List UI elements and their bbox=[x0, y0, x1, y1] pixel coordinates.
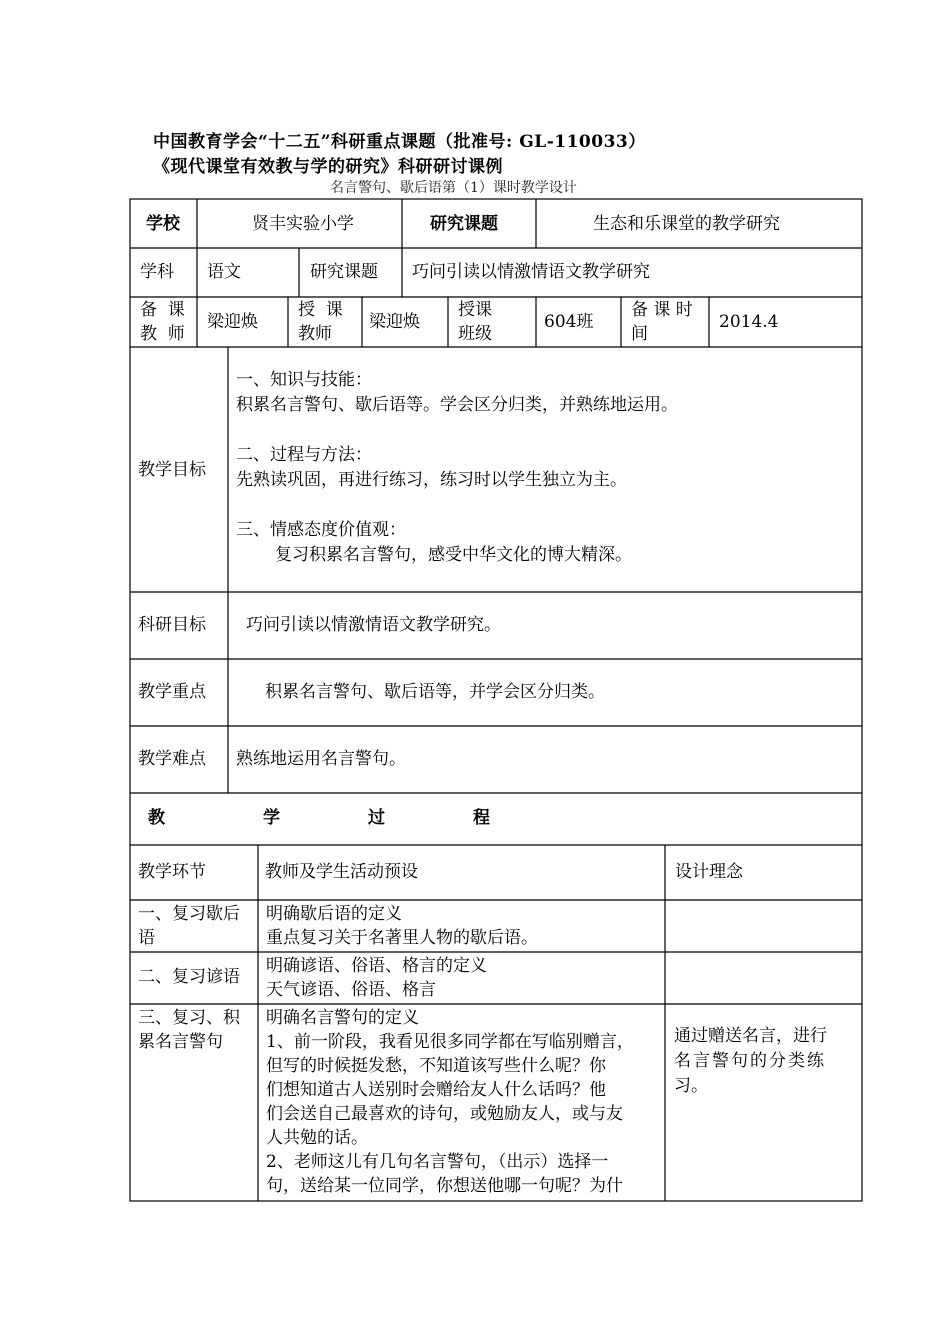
step-2-activity-line-1: 明确谚语、俗语、格言的定义 bbox=[266, 956, 487, 976]
step-column-header: 教学环节 bbox=[138, 862, 206, 882]
class-label-1: 授课 bbox=[458, 300, 492, 320]
step-3-activity-line-3: 但写的时候挺发愁，不知道该写些什么呢？你 bbox=[266, 1056, 606, 1076]
step-3-name-line-1: 三、复习、积 bbox=[138, 1008, 240, 1028]
school-value: 贤丰实验小学 bbox=[252, 214, 354, 234]
step-1-name-line-1: 一、复习歇后 bbox=[138, 904, 240, 924]
school-label: 学校 bbox=[146, 214, 180, 234]
process-title-char-4: 程 bbox=[473, 808, 490, 828]
step-1-activity-line-1: 明确歇后语的定义 bbox=[266, 904, 402, 924]
process-title-char-1: 教 bbox=[148, 808, 165, 828]
sub-topic-value: 巧问引读以情激情语文教学研究 bbox=[412, 262, 650, 282]
header-line-1: 中国教育学会“十二五”科研重点课题（批准号: GL-110033） bbox=[153, 132, 646, 152]
prep-time-label-2: 间 bbox=[631, 324, 648, 344]
step-3-idea-line-1: 通过赠送名言，进行 bbox=[674, 1026, 827, 1046]
prep-time-value: 2014.4 bbox=[719, 312, 779, 332]
process-title-char-3: 过 bbox=[368, 808, 385, 828]
step-3-name-line-2: 累名言警句 bbox=[138, 1032, 223, 1052]
step-3-activity-line-1: 明确名言警句的定义 bbox=[266, 1008, 419, 1028]
teach-teacher-value: 梁迎焕 bbox=[369, 312, 420, 332]
subject-value: 语文 bbox=[207, 262, 241, 282]
step-2-activity-line-2: 天气谚语、俗语、格言 bbox=[266, 980, 436, 1000]
research-goal-value: 巧问引读以情激情语文教学研究。 bbox=[246, 615, 501, 635]
goals-label: 教学目标 bbox=[138, 460, 206, 480]
teach-teacher-label-1: 授 课 bbox=[298, 300, 343, 320]
subject-label: 学科 bbox=[140, 262, 174, 282]
step-3-idea-line-3: 习。 bbox=[674, 1076, 708, 1096]
goals-line-3: 二、过程与方法： bbox=[236, 445, 372, 465]
goals-line-1: 一、知识与技能： bbox=[236, 370, 372, 390]
header-line-2: 《现代课堂有效教与学的研究》科研研讨课例 bbox=[153, 157, 503, 177]
difficulty-label: 教学难点 bbox=[138, 749, 206, 769]
step-2-name: 二、复习谚语 bbox=[138, 967, 240, 987]
step-1-activity-line-2: 重点复习关于名著里人物的歇后语。 bbox=[266, 928, 538, 948]
step-3-activity-line-2: 1、前一阶段，我看见很多同学都在写临别赠言， bbox=[266, 1032, 634, 1052]
goals-line-6: 复习积累名言警句，感受中华文化的博大精深。 bbox=[275, 545, 632, 565]
goals-line-2: 积累名言警句、歇后语等。学会区分归类，并熟练地运用。 bbox=[236, 395, 678, 415]
research-goal-label: 科研目标 bbox=[138, 615, 206, 635]
research-topic-value: 生态和乐课堂的教学研究 bbox=[593, 214, 780, 234]
key-point-label: 教学重点 bbox=[138, 682, 206, 702]
prep-time-label-1: 备 课 时 bbox=[631, 300, 693, 320]
goals-line-5: 三、情感态度价值观： bbox=[236, 520, 406, 540]
teach-teacher-label-2: 教师 bbox=[298, 324, 332, 344]
step-3-activity-line-5: 们会送自己最喜欢的诗句，或勉励友人，或与友 bbox=[266, 1104, 623, 1124]
research-topic-label: 研究课题 bbox=[430, 214, 498, 234]
idea-column-header: 设计理念 bbox=[675, 862, 743, 882]
step-3-activity-line-6: 人共勉的话。 bbox=[266, 1128, 368, 1148]
step-3-activity-line-4: 们想知道古人送别时会赠给友人什么话吗？他 bbox=[266, 1080, 606, 1100]
step-3-activity-line-7: 2、老师这儿有几句名言警句，（出示）选择一 bbox=[266, 1152, 609, 1172]
lesson-subtitle: 名言警句、歇后语第（1）课时教学设计 bbox=[330, 180, 577, 196]
prep-teacher-label-2: 教 师 bbox=[140, 324, 185, 344]
step-3-idea-line-2: 名言警句的分类练 bbox=[674, 1051, 826, 1071]
process-title-char-2: 学 bbox=[263, 808, 280, 828]
step-3-activity-line-8: 句，送给某一位同学，你想送他哪一句呢？为什 bbox=[266, 1176, 623, 1196]
activity-column-header: 教师及学生活动预设 bbox=[265, 862, 418, 882]
step-1-name-line-2: 语 bbox=[138, 928, 155, 948]
key-point-value: 积累名言警句、歇后语等，并学会区分归类。 bbox=[265, 682, 605, 702]
class-label-2: 班级 bbox=[458, 324, 492, 344]
class-value: 604班 bbox=[544, 312, 594, 332]
prep-teacher-label-1: 备 课 bbox=[140, 300, 185, 320]
prep-teacher-value: 梁迎焕 bbox=[207, 312, 258, 332]
sub-topic-label: 研究课题 bbox=[310, 262, 378, 282]
difficulty-value: 熟练地运用名言警句。 bbox=[236, 749, 406, 769]
goals-line-4: 先熟读巩固，再进行练习，练习时以学生独立为主。 bbox=[236, 470, 627, 490]
